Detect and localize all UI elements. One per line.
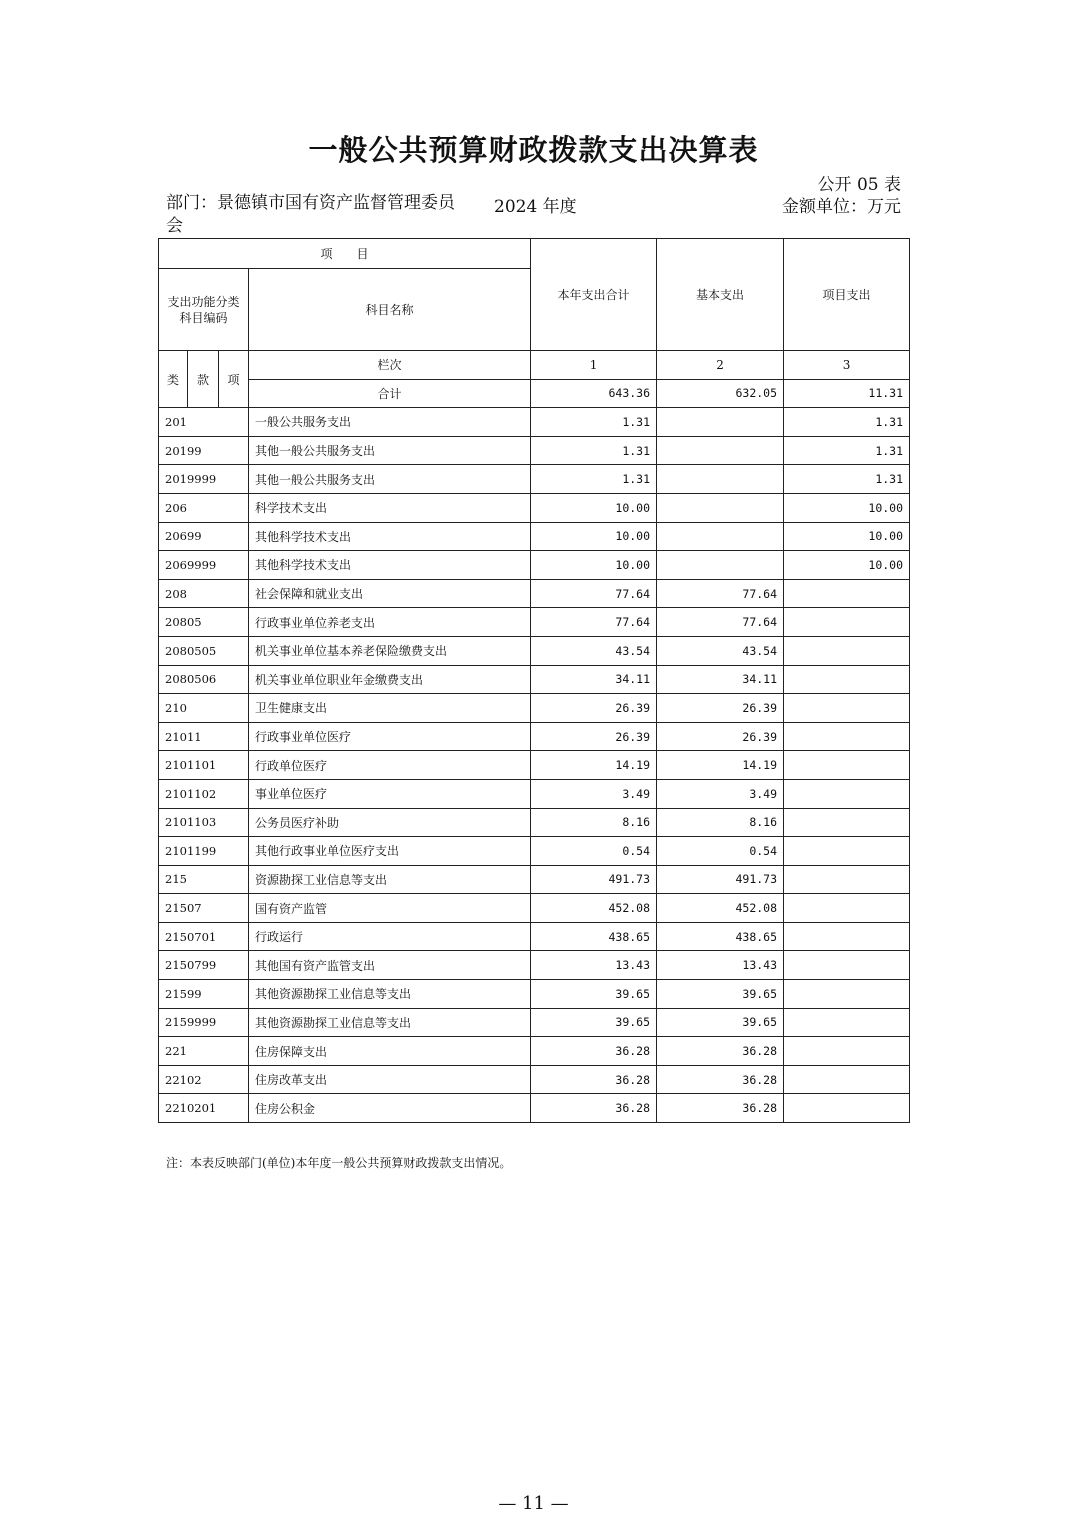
row-basic: 26.39 — [657, 694, 784, 723]
header-item: 项 目 — [159, 239, 531, 269]
expenditure-table — [158, 238, 910, 1123]
row-subject-name: 其他行政事业单位医疗支出 — [249, 837, 531, 866]
row-subject-name: 公务员医疗补助 — [249, 808, 531, 837]
row-basic — [657, 465, 784, 494]
row-total: 3.49 — [531, 779, 657, 808]
row-code: 20199 — [159, 436, 249, 465]
row-total: 0.54 — [531, 837, 657, 866]
sum-row — [159, 379, 910, 408]
sum-label: 合计 — [249, 379, 531, 408]
table-row — [159, 551, 910, 580]
row-total: 77.64 — [531, 608, 657, 637]
row-project — [784, 579, 910, 608]
row-basic: 491.73 — [657, 865, 784, 894]
row-code: 2069999 — [159, 551, 249, 580]
header-column-label: 栏次 — [249, 351, 531, 380]
table-row — [159, 436, 910, 465]
row-subject-name: 科学技术支出 — [249, 493, 531, 522]
header-func-code: 支出功能分类科目编码 — [159, 269, 249, 351]
page-number: — 11 — — [498, 1493, 569, 1514]
row-project — [784, 608, 910, 637]
row-subject-name: 机关事业单位基本养老保险缴费支出 — [249, 636, 531, 665]
row-basic: 77.64 — [657, 579, 784, 608]
row-basic: 34.11 — [657, 665, 784, 694]
header-row-1 — [159, 239, 910, 269]
table-note: 注：本表反映部门(单位)本年度一般公共预算财政拨款支出情况。 — [166, 1156, 512, 1170]
row-basic — [657, 408, 784, 437]
row-basic: 43.54 — [657, 636, 784, 665]
row-basic: 8.16 — [657, 808, 784, 837]
row-total: 452.08 — [531, 894, 657, 923]
row-total: 13.43 — [531, 951, 657, 980]
table-row — [159, 751, 910, 780]
row-project: 1.31 — [784, 465, 910, 494]
header-kuan: 款 — [188, 351, 219, 408]
row-total: 1.31 — [531, 436, 657, 465]
table-row — [159, 465, 910, 494]
table-row — [159, 808, 910, 837]
row-basic: 77.64 — [657, 608, 784, 637]
row-basic — [657, 436, 784, 465]
row-subject-name: 其他资源勘探工业信息等支出 — [249, 1008, 531, 1037]
row-code: 21507 — [159, 894, 249, 923]
row-project — [784, 779, 910, 808]
row-total: 36.28 — [531, 1037, 657, 1066]
row-project: 10.00 — [784, 551, 910, 580]
row-subject-name: 住房保障支出 — [249, 1037, 531, 1066]
row-code: 215 — [159, 865, 249, 894]
header-col1: 1 — [531, 351, 657, 380]
table-row — [159, 665, 910, 694]
row-total: 14.19 — [531, 751, 657, 780]
row-basic: 452.08 — [657, 894, 784, 923]
row-total: 26.39 — [531, 722, 657, 751]
row-code: 21011 — [159, 722, 249, 751]
header-xiang: 项 — [219, 351, 249, 408]
row-project — [784, 980, 910, 1009]
row-total: 1.31 — [531, 408, 657, 437]
row-project — [784, 837, 910, 866]
row-subject-name: 其他国有资产监管支出 — [249, 951, 531, 980]
row-total: 10.00 — [531, 551, 657, 580]
table-row — [159, 1037, 910, 1066]
row-project — [784, 865, 910, 894]
sum-basic: 632.05 — [657, 379, 784, 408]
table-row — [159, 493, 910, 522]
row-total: 1.31 — [531, 465, 657, 494]
row-basic: 39.65 — [657, 1008, 784, 1037]
row-project — [784, 694, 910, 723]
row-project — [784, 665, 910, 694]
row-subject-name: 行政事业单位养老支出 — [249, 608, 531, 637]
row-basic: 14.19 — [657, 751, 784, 780]
row-total: 36.28 — [531, 1065, 657, 1094]
table-row — [159, 922, 910, 951]
unit-label: 金额单位：万元 — [782, 197, 901, 217]
table-row — [159, 779, 910, 808]
row-project: 1.31 — [784, 436, 910, 465]
row-subject-name: 资源勘探工业信息等支出 — [249, 865, 531, 894]
row-subject-name: 社会保障和就业支出 — [249, 579, 531, 608]
row-total: 34.11 — [531, 665, 657, 694]
row-subject-name: 其他一般公共服务支出 — [249, 465, 531, 494]
row-project — [784, 894, 910, 923]
row-subject-name: 行政单位医疗 — [249, 751, 531, 780]
header-col2: 2 — [657, 351, 784, 380]
header-row-3 — [159, 351, 910, 380]
header-col3: 3 — [784, 351, 910, 380]
table-row — [159, 694, 910, 723]
row-code: 206 — [159, 493, 249, 522]
row-basic: 13.43 — [657, 951, 784, 980]
row-code: 221 — [159, 1037, 249, 1066]
table-row — [159, 522, 910, 551]
row-code: 2101102 — [159, 779, 249, 808]
table-row — [159, 1008, 910, 1037]
row-basic: 36.28 — [657, 1037, 784, 1066]
row-basic: 438.65 — [657, 922, 784, 951]
row-code: 2159999 — [159, 1008, 249, 1037]
row-subject-name: 国有资产监管 — [249, 894, 531, 923]
row-basic — [657, 493, 784, 522]
row-basic: 26.39 — [657, 722, 784, 751]
row-project — [784, 751, 910, 780]
row-code: 2150701 — [159, 922, 249, 951]
row-project — [784, 1065, 910, 1094]
department-label: 部门：景德镇市国有资产监督管理委员会 — [166, 193, 455, 236]
row-code: 210 — [159, 694, 249, 723]
page-title: 一般公共预算财政拨款支出决算表 — [308, 133, 759, 167]
table-row — [159, 951, 910, 980]
row-total: 8.16 — [531, 808, 657, 837]
form-code: 公开 05 表 — [817, 175, 901, 195]
row-code: 2101103 — [159, 808, 249, 837]
row-code: 2101101 — [159, 751, 249, 780]
row-total: 43.54 — [531, 636, 657, 665]
row-total: 438.65 — [531, 922, 657, 951]
sum-total: 643.36 — [531, 379, 657, 408]
row-code: 201 — [159, 408, 249, 437]
row-basic: 39.65 — [657, 980, 784, 1009]
row-basic: 0.54 — [657, 837, 784, 866]
row-subject-name: 行政事业单位医疗 — [249, 722, 531, 751]
row-project — [784, 808, 910, 837]
row-subject-name: 其他科学技术支出 — [249, 522, 531, 551]
row-total: 77.64 — [531, 579, 657, 608]
header-project: 项目支出 — [784, 239, 910, 351]
row-project: 10.00 — [784, 522, 910, 551]
row-subject-name: 事业单位医疗 — [249, 779, 531, 808]
table-row — [159, 1094, 910, 1123]
header-subject-name: 科目名称 — [249, 269, 531, 351]
header-total: 本年支出合计 — [531, 239, 657, 351]
header-basic: 基本支出 — [657, 239, 784, 351]
row-code: 20699 — [159, 522, 249, 551]
row-project — [784, 722, 910, 751]
row-total: 10.00 — [531, 493, 657, 522]
row-code: 2150799 — [159, 951, 249, 980]
year-label: 2024 年度 — [494, 197, 577, 217]
row-basic — [657, 551, 784, 580]
row-subject-name: 卫生健康支出 — [249, 694, 531, 723]
row-total: 491.73 — [531, 865, 657, 894]
row-subject-name: 住房公积金 — [249, 1094, 531, 1123]
row-total: 10.00 — [531, 522, 657, 551]
row-project — [784, 1037, 910, 1066]
row-total: 36.28 — [531, 1094, 657, 1123]
row-total: 39.65 — [531, 980, 657, 1009]
row-subject-name: 住房改革支出 — [249, 1065, 531, 1094]
row-subject-name: 行政运行 — [249, 922, 531, 951]
row-subject-name: 机关事业单位职业年金缴费支出 — [249, 665, 531, 694]
row-basic — [657, 522, 784, 551]
row-code: 2019999 — [159, 465, 249, 494]
table-row — [159, 579, 910, 608]
row-code: 2210201 — [159, 1094, 249, 1123]
table-row — [159, 722, 910, 751]
row-subject-name: 其他科学技术支出 — [249, 551, 531, 580]
table-row — [159, 865, 910, 894]
row-project — [784, 1008, 910, 1037]
table-row — [159, 636, 910, 665]
table-row — [159, 608, 910, 637]
row-code: 22102 — [159, 1065, 249, 1094]
table-row — [159, 1065, 910, 1094]
row-basic: 3.49 — [657, 779, 784, 808]
row-code: 2080506 — [159, 665, 249, 694]
table-row — [159, 894, 910, 923]
row-basic: 36.28 — [657, 1065, 784, 1094]
row-basic: 36.28 — [657, 1094, 784, 1123]
row-project: 1.31 — [784, 408, 910, 437]
row-subject-name: 其他资源勘探工业信息等支出 — [249, 980, 531, 1009]
row-total: 39.65 — [531, 1008, 657, 1037]
row-project — [784, 636, 910, 665]
row-project — [784, 1094, 910, 1123]
row-total: 26.39 — [531, 694, 657, 723]
header-lei: 类 — [159, 351, 188, 408]
row-code: 208 — [159, 579, 249, 608]
row-subject-name: 其他一般公共服务支出 — [249, 436, 531, 465]
row-subject-name: 一般公共服务支出 — [249, 408, 531, 437]
table-row — [159, 408, 910, 437]
row-code: 21599 — [159, 980, 249, 1009]
sum-project: 11.31 — [784, 379, 910, 408]
table-row — [159, 837, 910, 866]
row-project: 10.00 — [784, 493, 910, 522]
row-code: 2101199 — [159, 837, 249, 866]
table-row — [159, 980, 910, 1009]
row-project — [784, 922, 910, 951]
row-code: 20805 — [159, 608, 249, 637]
row-code: 2080505 — [159, 636, 249, 665]
row-project — [784, 951, 910, 980]
